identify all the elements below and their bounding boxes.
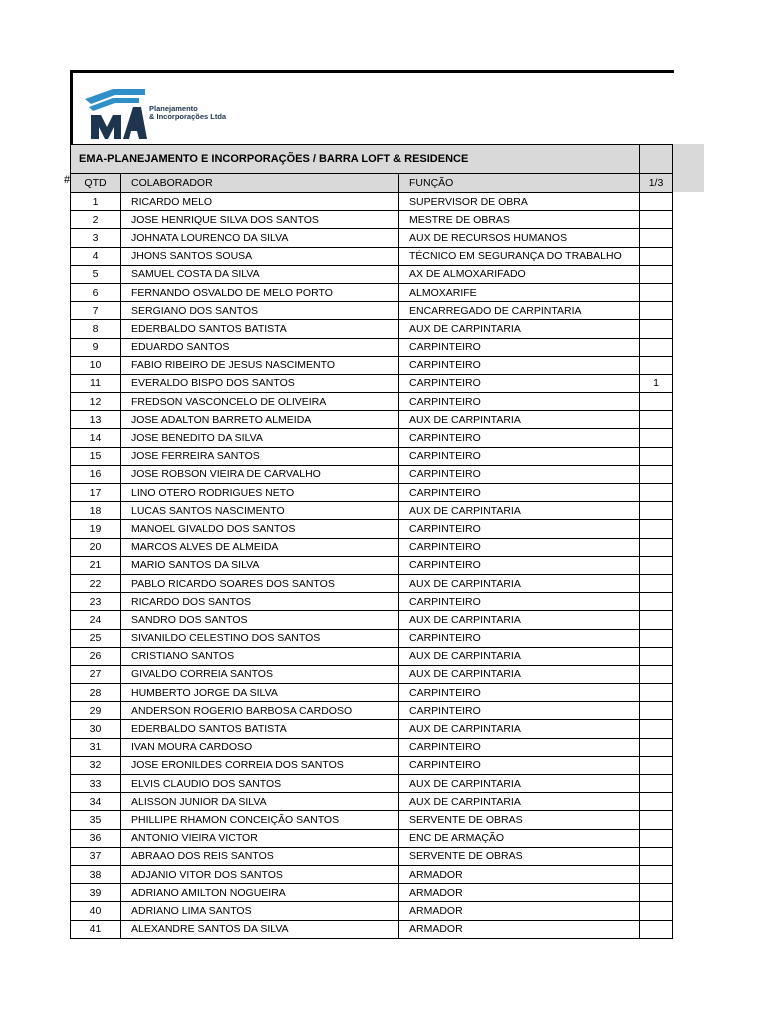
logo-header [70,70,638,144]
row-extra [640,411,673,429]
row-extra [640,538,673,556]
logo-text [149,105,226,121]
row-qtd: 2 [71,211,121,229]
row-colaborador: JOSE HENRIQUE SILVA DOS SANTOS [121,211,399,229]
row-funcao: CARPINTEIRO [399,429,640,447]
row-funcao: ARMADOR [399,902,640,920]
row-qtd: 4 [71,247,121,265]
table-row [71,629,673,647]
row-colaborador: FERNANDO OSVALDO DE MELO PORTO [121,283,399,301]
row-funcao: MESTRE DE OBRAS [399,211,640,229]
row-extra [640,447,673,465]
table-row [71,775,673,793]
row-qtd: 27 [71,665,121,683]
logo-text-line2: & Incorporações Ltda [149,112,227,121]
row-qtd: 32 [71,756,121,774]
row-qtd: 10 [71,356,121,374]
row-extra [640,320,673,338]
table-row [71,502,673,520]
table-row [71,411,673,429]
row-colaborador: FABIO RIBEIRO DE JESUS NASCIMENTO [121,356,399,374]
row-colaborador: ANDERSON ROGERIO BARBOSA CARDOSO [121,702,399,720]
table-row [71,574,673,592]
row-qtd: 21 [71,556,121,574]
row-colaborador: ELVIS CLAUDIO DOS SANTOS [121,775,399,793]
row-qtd: 19 [71,520,121,538]
row-funcao: AX DE ALMOXARIFADO [399,265,640,283]
row-qtd: 16 [71,465,121,483]
row-funcao: TÉCNICO EM SEGURANÇA DO TRABALHO [399,247,640,265]
row-funcao: AUX DE RECURSOS HUMANOS [399,229,640,247]
row-colaborador: JHONS SANTOS SOUSA [121,247,399,265]
table-row [71,447,673,465]
table-row [71,193,673,211]
row-qtd: 35 [71,811,121,829]
table-row [71,538,673,556]
row-extra [640,502,673,520]
row-funcao: ENC DE ARMAÇÃO [399,829,640,847]
row-extra [640,211,673,229]
row-funcao: CARPINTEIRO [399,702,640,720]
row-qtd: 18 [71,502,121,520]
row-funcao: CARPINTEIRO [399,356,640,374]
row-extra [640,775,673,793]
row-qtd: 5 [71,265,121,283]
row-qtd: 6 [71,283,121,301]
row-qtd: 22 [71,574,121,592]
row-colaborador: EVERALDO BISPO DOS SANTOS [121,374,399,392]
row-colaborador: RICARDO DOS SANTOS [121,593,399,611]
table-row [71,356,673,374]
row-funcao: CARPINTEIRO [399,756,640,774]
table-row [71,211,673,229]
row-colaborador: GIVALDO CORREIA SANTOS [121,665,399,683]
table-row [71,429,673,447]
sheet-title: EMA-PLANEJAMENTO E INCORPORAÇÕES / BARRA LOFT & RESIDENCE [71,145,640,174]
row-extra [640,229,673,247]
table-row [71,684,673,702]
table-row [71,393,673,411]
row-colaborador: PHILLIPE RHAMON CONCEIÇÃO SANTOS [121,811,399,829]
row-colaborador: MARIO SANTOS DA SILVA [121,556,399,574]
table-row [71,902,673,920]
employee-table [70,144,673,939]
row-qtd: 29 [71,702,121,720]
row-extra [640,356,673,374]
row-qtd: 12 [71,393,121,411]
row-extra [640,702,673,720]
table-row [71,720,673,738]
row-funcao: AUX DE CARPINTARIA [399,611,640,629]
row-qtd: 34 [71,793,121,811]
title-row [71,145,673,174]
row-colaborador: ALISSON JUNIOR DA SILVA [121,793,399,811]
row-extra [640,338,673,356]
row-qtd: 25 [71,629,121,647]
row-colaborador: ADRIANO AMILTON NOGUEIRA [121,884,399,902]
row-funcao: CARPINTEIRO [399,738,640,756]
table-row [71,920,673,938]
row-qtd: 11 [71,374,121,392]
row-funcao: ENCARREGADO DE CARPINTARIA [399,302,640,320]
table-row [71,793,673,811]
row-qtd: 36 [71,829,121,847]
row-qtd: 9 [71,338,121,356]
row-qtd: 39 [71,884,121,902]
table-row [71,811,673,829]
table-row [71,283,673,301]
logo-text-line1: Planejamento [149,104,198,113]
row-extra [640,193,673,211]
header-funcao: FUNÇÃO [399,174,640,193]
row-funcao: AUX DE CARPINTARIA [399,720,640,738]
row-colaborador: ADRIANO LIMA SANTOS [121,902,399,920]
table-row [71,247,673,265]
row-funcao: CARPINTEIRO [399,465,640,483]
row-colaborador: HUMBERTO JORGE DA SILVA [121,684,399,702]
row-colaborador: EDERBALDO SANTOS BATISTA [121,320,399,338]
row-qtd: 14 [71,429,121,447]
row-colaborador: ALEXANDRE SANTOS DA SILVA [121,920,399,938]
row-funcao: CARPINTEIRO [399,684,640,702]
row-funcao: CARPINTEIRO [399,447,640,465]
title-extra-cell [640,145,673,174]
row-qtd: 30 [71,720,121,738]
table-row [71,302,673,320]
row-qtd: 7 [71,302,121,320]
row-colaborador: SERGIANO DOS SANTOS [121,302,399,320]
row-colaborador: JOHNATA LOURENCO DA SILVA [121,229,399,247]
table-row [71,484,673,502]
table-row [71,756,673,774]
table-row [71,520,673,538]
table-row [71,229,673,247]
row-qtd: 26 [71,647,121,665]
row-extra [640,793,673,811]
row-qtd: 40 [71,902,121,920]
row-qtd: 24 [71,611,121,629]
row-funcao: AUX DE CARPINTARIA [399,320,640,338]
row-funcao: CARPINTEIRO [399,393,640,411]
row-colaborador: JOSE BENEDITO DA SILVA [121,429,399,447]
table-row [71,374,673,392]
row-extra [640,247,673,265]
row-funcao: ARMADOR [399,865,640,883]
row-colaborador: EDERBALDO SANTOS BATISTA [121,720,399,738]
row-extra [640,738,673,756]
row-extra [640,829,673,847]
row-qtd: 1 [71,193,121,211]
row-extra: 1 [640,374,673,392]
row-extra [640,302,673,320]
table-row [71,338,673,356]
table-row [71,702,673,720]
hash-mark: # [64,174,71,186]
row-funcao: CARPINTEIRO [399,593,640,611]
row-funcao: ARMADOR [399,920,640,938]
row-extra [640,884,673,902]
row-funcao: AUX DE CARPINTARIA [399,647,640,665]
row-extra [640,665,673,683]
table-row [71,611,673,629]
row-qtd: 17 [71,484,121,502]
row-extra [640,484,673,502]
row-colaborador: EDUARDO SANTOS [121,338,399,356]
row-funcao: CARPINTEIRO [399,556,640,574]
row-extra [640,720,673,738]
table-row [71,865,673,883]
row-extra [640,393,673,411]
row-qtd: 37 [71,847,121,865]
row-funcao: AUX DE CARPINTARIA [399,665,640,683]
company-logo-icon [83,85,147,143]
row-extra [640,684,673,702]
row-extra [640,593,673,611]
row-extra [640,756,673,774]
row-funcao: SERVENTE DE OBRAS [399,847,640,865]
row-colaborador: ANTONIO VIEIRA VICTOR [121,829,399,847]
table-row [71,884,673,902]
row-colaborador: MARCOS ALVES DE ALMEIDA [121,538,399,556]
row-qtd: 3 [71,229,121,247]
row-colaborador: JOSE FERREIRA SANTOS [121,447,399,465]
row-funcao: CARPINTEIRO [399,520,640,538]
row-colaborador: PABLO RICARDO SOARES DOS SANTOS [121,574,399,592]
row-qtd: 8 [71,320,121,338]
row-colaborador: JOSE ADALTON BARRETO ALMEIDA [121,411,399,429]
row-extra [640,629,673,647]
row-extra [640,611,673,629]
row-funcao: AUX DE CARPINTARIA [399,775,640,793]
row-extra [640,283,673,301]
row-colaborador: ABRAAO DOS REIS SANTOS [121,847,399,865]
row-funcao: SUPERVISOR DE OBRA [399,193,640,211]
row-funcao: AUX DE CARPINTARIA [399,574,640,592]
row-qtd: 31 [71,738,121,756]
row-extra [640,265,673,283]
row-colaborador: MANOEL GIVALDO DOS SANTOS [121,520,399,538]
table-row [71,593,673,611]
row-funcao: CARPINTEIRO [399,629,640,647]
row-funcao: AUX DE CARPINTARIA [399,793,640,811]
row-extra [640,574,673,592]
row-colaborador: RICARDO MELO [121,193,399,211]
row-colaborador: JOSE ERONILDES CORREIA DOS SANTOS [121,756,399,774]
row-funcao: CARPINTEIRO [399,338,640,356]
table-row [71,647,673,665]
row-extra [640,429,673,447]
row-funcao: AUX DE CARPINTARIA [399,411,640,429]
row-extra [640,920,673,938]
row-funcao: ALMOXARIFE [399,283,640,301]
table-row [71,465,673,483]
row-colaborador: SIVANILDO CELESTINO DOS SANTOS [121,629,399,647]
row-colaborador: FREDSON VASCONCELO DE OLIVEIRA [121,393,399,411]
row-qtd: 33 [71,775,121,793]
table-row [71,556,673,574]
table-row [71,738,673,756]
row-colaborador: LINO OTERO RODRIGUES NETO [121,484,399,502]
row-extra [640,811,673,829]
row-qtd: 41 [71,920,121,938]
row-funcao: CARPINTEIRO [399,484,640,502]
table-row [71,665,673,683]
row-qtd: 23 [71,593,121,611]
row-funcao: CARPINTEIRO [399,374,640,392]
row-qtd: 15 [71,447,121,465]
row-colaborador: SAMUEL COSTA DA SILVA [121,265,399,283]
row-colaborador: JOSE ROBSON VIEIRA DE CARVALHO [121,465,399,483]
row-funcao: AUX DE CARPINTARIA [399,502,640,520]
row-extra [640,865,673,883]
row-qtd: 28 [71,684,121,702]
row-colaborador: LUCAS SANTOS NASCIMENTO [121,502,399,520]
row-qtd: 38 [71,865,121,883]
table-row [71,320,673,338]
row-extra [640,902,673,920]
row-colaborador: CRISTIANO SANTOS [121,647,399,665]
table-row [71,265,673,283]
header-extra: 1/3 [640,174,673,193]
row-extra [640,556,673,574]
row-funcao: SERVENTE DE OBRAS [399,811,640,829]
row-qtd: 20 [71,538,121,556]
header-colaborador: COLABORADOR [121,174,399,193]
row-extra [640,465,673,483]
header-row [71,174,673,193]
row-funcao: ARMADOR [399,884,640,902]
row-colaborador: SANDRO DOS SANTOS [121,611,399,629]
table-row [71,829,673,847]
row-qtd: 13 [71,411,121,429]
row-extra [640,847,673,865]
header-qtd: QTD [71,174,121,193]
row-funcao: CARPINTEIRO [399,538,640,556]
row-extra [640,647,673,665]
row-colaborador: ADJANIO VITOR DOS SANTOS [121,865,399,883]
row-colaborador: IVAN MOURA CARDOSO [121,738,399,756]
row-extra [640,520,673,538]
table-row [71,847,673,865]
